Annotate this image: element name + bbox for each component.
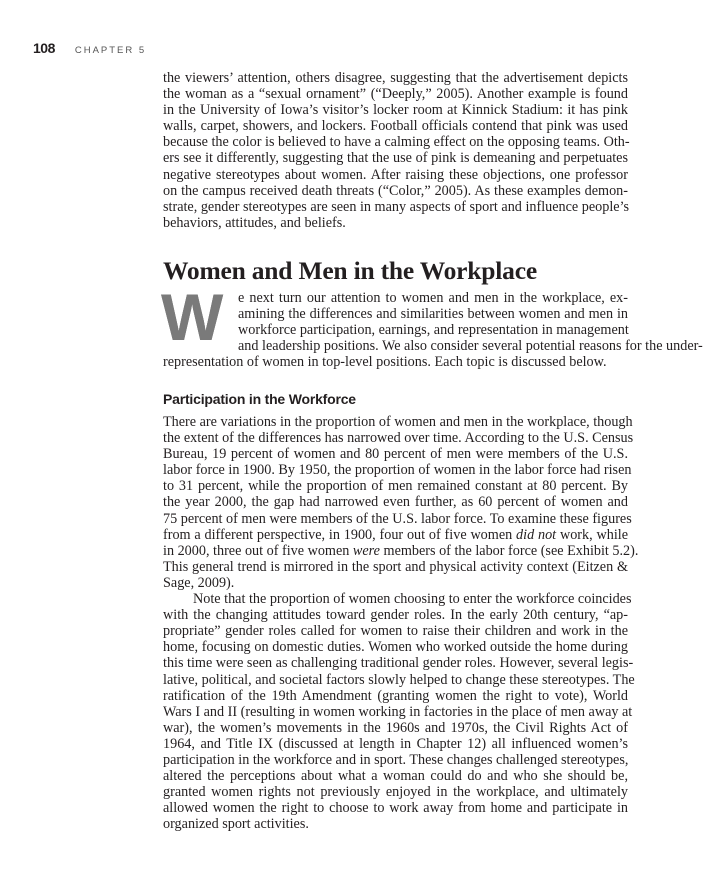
text-line: strate, gender stereotypes are seen in many aspects of sport and influence people’s (163, 198, 630, 215)
emphasis-were: were (352, 542, 380, 559)
text-line: war), the women’s movements in the 1960s and 1970s, the Civil Rights Act of (163, 719, 628, 736)
text-line: home, focusing on domestic duties. Women who worked outside the home during (163, 639, 628, 656)
text-line: Bureau, 19 percent of women and 80 percent of men were members of the U.S. (163, 446, 628, 463)
participation-paragraph-1 (163, 414, 639, 591)
text-line: participation in the workforce and in sport. These changes challenged stereotypes, (163, 751, 629, 768)
emphasis-did-not: did not (516, 526, 557, 543)
text-line: granted women rights not previously enjoyed in the workplace, and ultimately (163, 784, 628, 801)
text-line: Note that the proportion of women choosing to enter the workforce coincides (193, 591, 632, 608)
text-line: the year 2000, the gap had narrowed even further, as 60 percent of women and (163, 494, 628, 511)
text-line: ers see it differently, suggesting that the use of pink is demeaning and perpetuates (163, 150, 628, 167)
text-line: ratification of the 19th Amendment (granting women the right to vote), World (163, 687, 628, 704)
section-intro-paragraph (163, 290, 703, 371)
text-line: organized sport activities. (163, 816, 309, 833)
intro-paragraph-block (163, 70, 628, 231)
text-line: the woman as a “sexual ornament” (“Deeply,” 2005). Another example is found (163, 86, 628, 103)
text-line: and leadership positions. We also consider several potential reasons for the under- (238, 338, 703, 355)
text-line: labor force in 1900. By 1950, the proportion of women in the labor force had risen (163, 462, 632, 479)
text-line: the extent of the differences has narrowed over time. According to the U.S. Census (163, 430, 634, 447)
text-line: workforce participation, earnings, and representation in management (238, 322, 629, 339)
text-line: to 31 percent, while the proportion of men remained constant at 80 percent. By (163, 478, 628, 495)
text-line: propriate” gender roles called for women to raise their children and work in the (163, 623, 628, 640)
text-line (163, 542, 639, 559)
text-run: in 2000, three out of five women (163, 542, 353, 559)
text-line: the viewers’ attention, others disagree, suggesting that the advertisement depicts (163, 70, 628, 86)
text-line (163, 527, 628, 543)
section-title: Women and Men in the Workplace (163, 256, 537, 285)
running-head (33, 40, 146, 56)
text-line: 75 percent of men were members of the U.S. labor force. To examine these figures (163, 510, 632, 527)
subsection-participation (163, 390, 639, 833)
text-line: allowed women the right to choose to work away from home and participate in (163, 800, 628, 817)
text-line: amining the differences and similarities between women and men in (238, 306, 628, 323)
text-run: work, while (556, 526, 628, 543)
text-line: Sage, 2009). (163, 574, 235, 591)
text-line: this time were seen as challenging traditional gender roles. However, several legis- (163, 655, 634, 672)
text-line: Wars I and II (resulting in women working in factories in the place of men away at (163, 703, 633, 720)
text-line: 1964, and Title IX (discussed at length in Chapter 12) all influenced women’s (163, 735, 628, 752)
text-line: altered the perceptions about what a woman could do and who she should be, (163, 768, 628, 785)
chapter-label: CHAPTER 5 (74, 45, 147, 56)
text-line: behaviors, attitudes, and beliefs. (163, 214, 346, 231)
participation-paragraph-2 (163, 591, 635, 833)
text-line: negative stereotypes about women. After raising these objections, one professor (163, 166, 628, 183)
text-line: This general trend is mirrored in the sport and physical activity context (Eitzen & (163, 558, 628, 575)
text-line: walls, carpet, showers, and lockers. Football officials contend that pink was used (163, 118, 628, 135)
subsection-title: Participation in the Workforce (163, 391, 356, 407)
text-line: e next turn our attention to women and men in the workplace, ex- (238, 290, 628, 306)
text-line: with the changing attitudes toward gender roles. In the early 20th century, “ap- (163, 607, 628, 624)
text-line: in the University of Iowa’s visitor’s locker room at Kinnick Stadium: it has pink (163, 102, 628, 119)
text-line: There are variations in the proportion of women and men in the workplace, though (163, 414, 633, 430)
section-intro (161, 280, 703, 371)
drop-cap-letter: W (161, 292, 232, 342)
text-line: on the campus received death threats (“Color,” 2005). As these examples demon- (163, 182, 628, 199)
text-line: lative, political, and societal factors slowly helped to change these stereotypes. The (163, 671, 635, 688)
text-run: members of the labor force (see Exhibit 5.2). (379, 542, 639, 559)
intro-paragraph (163, 70, 628, 231)
page-number: 108 (33, 40, 55, 56)
text-line: representation of women in top-level positions. Each topic is discussed below. (163, 354, 607, 371)
text-line: because the color is believed to have a calming effect on the opposing teams. Oth- (163, 134, 630, 151)
section-workplace (161, 256, 703, 371)
text-run: from a different perspective, in 1900, four out of five women (163, 526, 517, 543)
